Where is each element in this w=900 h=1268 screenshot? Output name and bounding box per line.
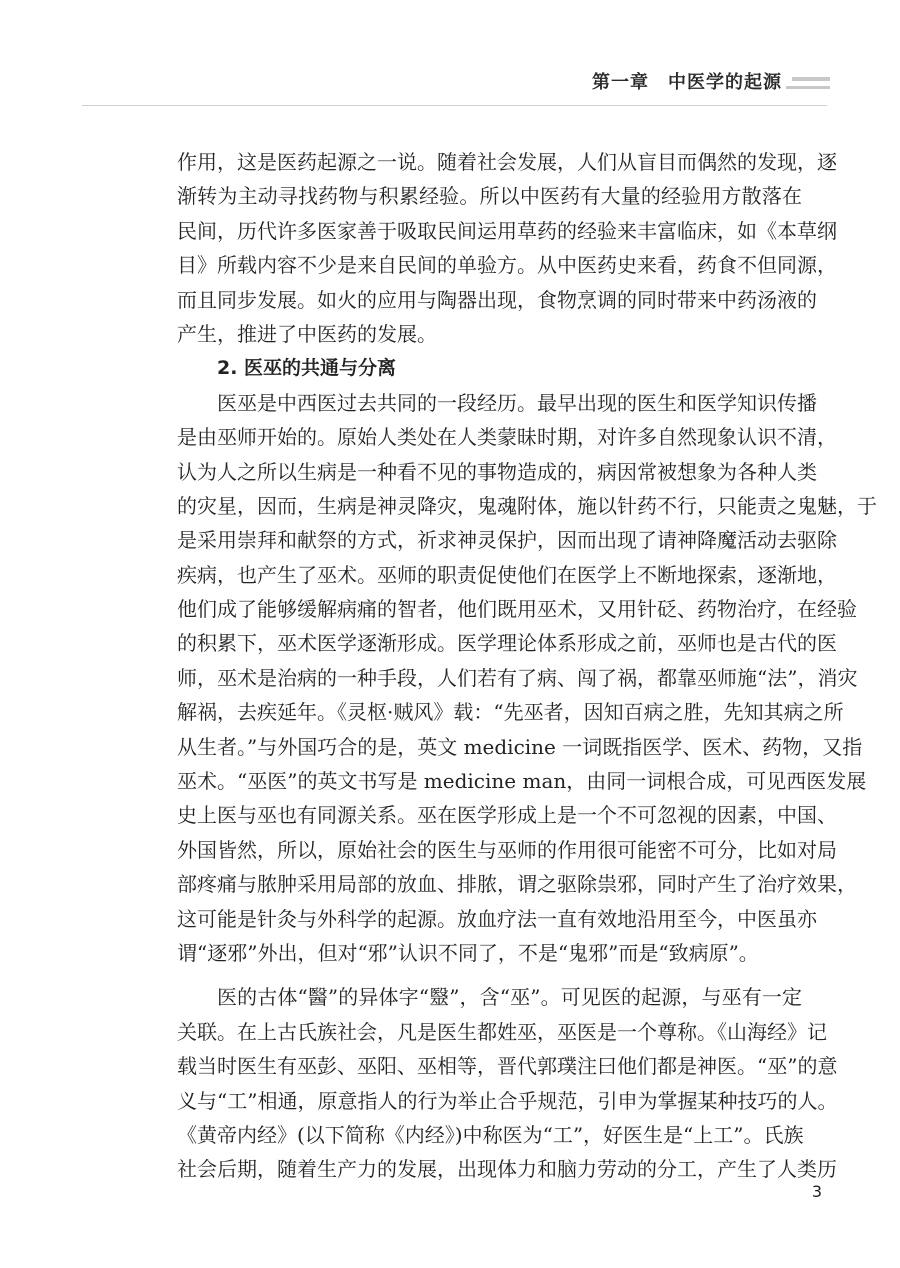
text-line: 关联。在上古氏族社会，凡是医生都姓巫，巫医是一个尊称。《山海经》记 [177, 1019, 827, 1044]
paragraph-gap [177, 970, 802, 980]
text-line: 师，巫术是治病的一种手段，人们若有了病、闯了祸，都靠巫师施“法”，消灾 [177, 665, 858, 690]
page-number: 3 [811, 1182, 822, 1201]
header-ornament-icon [786, 77, 830, 91]
text-line: 社会后期，随着生产力的发展，出现体力和脑力劳动的分工，产生了人类历 [177, 1157, 837, 1182]
text-line: 从生者。”与外国巧合的是，英文 medicine 一词既指医学、医术、药物，又指 [177, 734, 863, 759]
text-line: 医的古体“醫”的异体字“毉”，含“巫”。可见医的起源，与巫有一定 [217, 985, 802, 1010]
header-rule [82, 105, 827, 106]
paragraph [177, 386, 877, 971]
text-line: 的积累下，巫术医学逐渐形成。医学理论体系形成之前，巫师也是古代的医 [177, 631, 837, 656]
text-line: 作用，这是医药起源之一说。随着社会发展，人们从盲目而偶然的发现，逐 [177, 150, 837, 174]
text-line: 史上医与巫也有同源关系。巫在医学形成上是一个不可忽视的因素，中国、 [177, 803, 837, 828]
text-line: 外国皆然，所以，原始社会的医生与巫师的作用很可能密不可分，比如对局 [177, 837, 837, 862]
text-line: 他们成了能够缓解病痛的智者，他们既用巫术，又用针砭、药物治疗，在经验 [177, 597, 857, 622]
text-line: 渐转为主动寻找药物与积累经验。所以中医药有大量的经验用方散落在 [177, 184, 802, 209]
text-line: 的灾星，因而，生病是神灵降灾，鬼魂附体，施以针药不行，只能责之鬼魅，于 [177, 493, 877, 518]
chapter-title: 第一章 中医学的起源 [592, 72, 782, 93]
running-header [0, 68, 900, 98]
text-line: 而且同步发展。如火的应用与陶器出现，食物烹调的同时带来中药汤液的 [177, 287, 817, 312]
paragraph [177, 980, 838, 1186]
paragraph [177, 145, 837, 351]
text-line: 解祸，去疾延年。《灵枢·贼风》载：“先巫者，因知百病之胜，先知其病之所 [177, 700, 844, 725]
text-line: 谓“逐邪”外出，但对“邪”认识不同了，不是“鬼邪”而是“致病原”。 [177, 940, 759, 965]
text-line: 义与“工”相通，原意指人的行为举止合乎规范，引申为掌握某种技巧的人。 [177, 1088, 838, 1113]
text-line: 目》所载内容不少是来自民间的单验方。从中医药史来看，药食不但同源， [177, 253, 837, 278]
text-line: 认为人之所以生病是一种看不见的事物造成的，病因常被想象为各种人类 [177, 459, 817, 484]
page-body [177, 145, 877, 1187]
text-line: 疾病，也产生了巫术。巫师的职责促使他们在医学上不断地探索，逐渐地， [177, 562, 837, 587]
text-line: 这可能是针灸与外科学的起源。放血疗法一直有效地沿用至今，中医虽亦 [177, 906, 817, 931]
text-line: 巫术。“巫医”的英文书写是 medicine man，由同一词根合成，可见西医发展 [177, 769, 867, 794]
text-line: 是由巫师开始的。原始人类处在人类蒙昧时期，对许多自然现象认识不清， [177, 425, 837, 450]
text-line: 民间，历代许多医家善于吸取民间运用草药的经验来丰富临床，如《本草纲 [177, 218, 837, 243]
text-line: 产生，推进了中医药的发展。 [177, 321, 437, 346]
text-line: 载当时医生有巫彭、巫阳、巫相等，晋代郭璞注曰他们都是神医。“巫”的意 [177, 1054, 838, 1079]
text-line: 医巫是中西医过去共同的一段经历。最早出现的医生和医学知识传播 [217, 390, 817, 415]
text-line: 是采用崇拜和献祭的方式，祈求神灵保护，因而出现了请神降魔活动去驱除 [177, 528, 837, 553]
section-heading: 2. 医巫的共通与分离 [217, 357, 397, 380]
text-line: 部疼痛与脓肿采用局部的放血、排脓，谓之驱除祟邪，同时产生了治疗效果， [177, 872, 857, 897]
text-line: 《黄帝内经》(以下简称《内经》)中称医为“工”，好医生是“上工”。氏族 [177, 1122, 804, 1147]
